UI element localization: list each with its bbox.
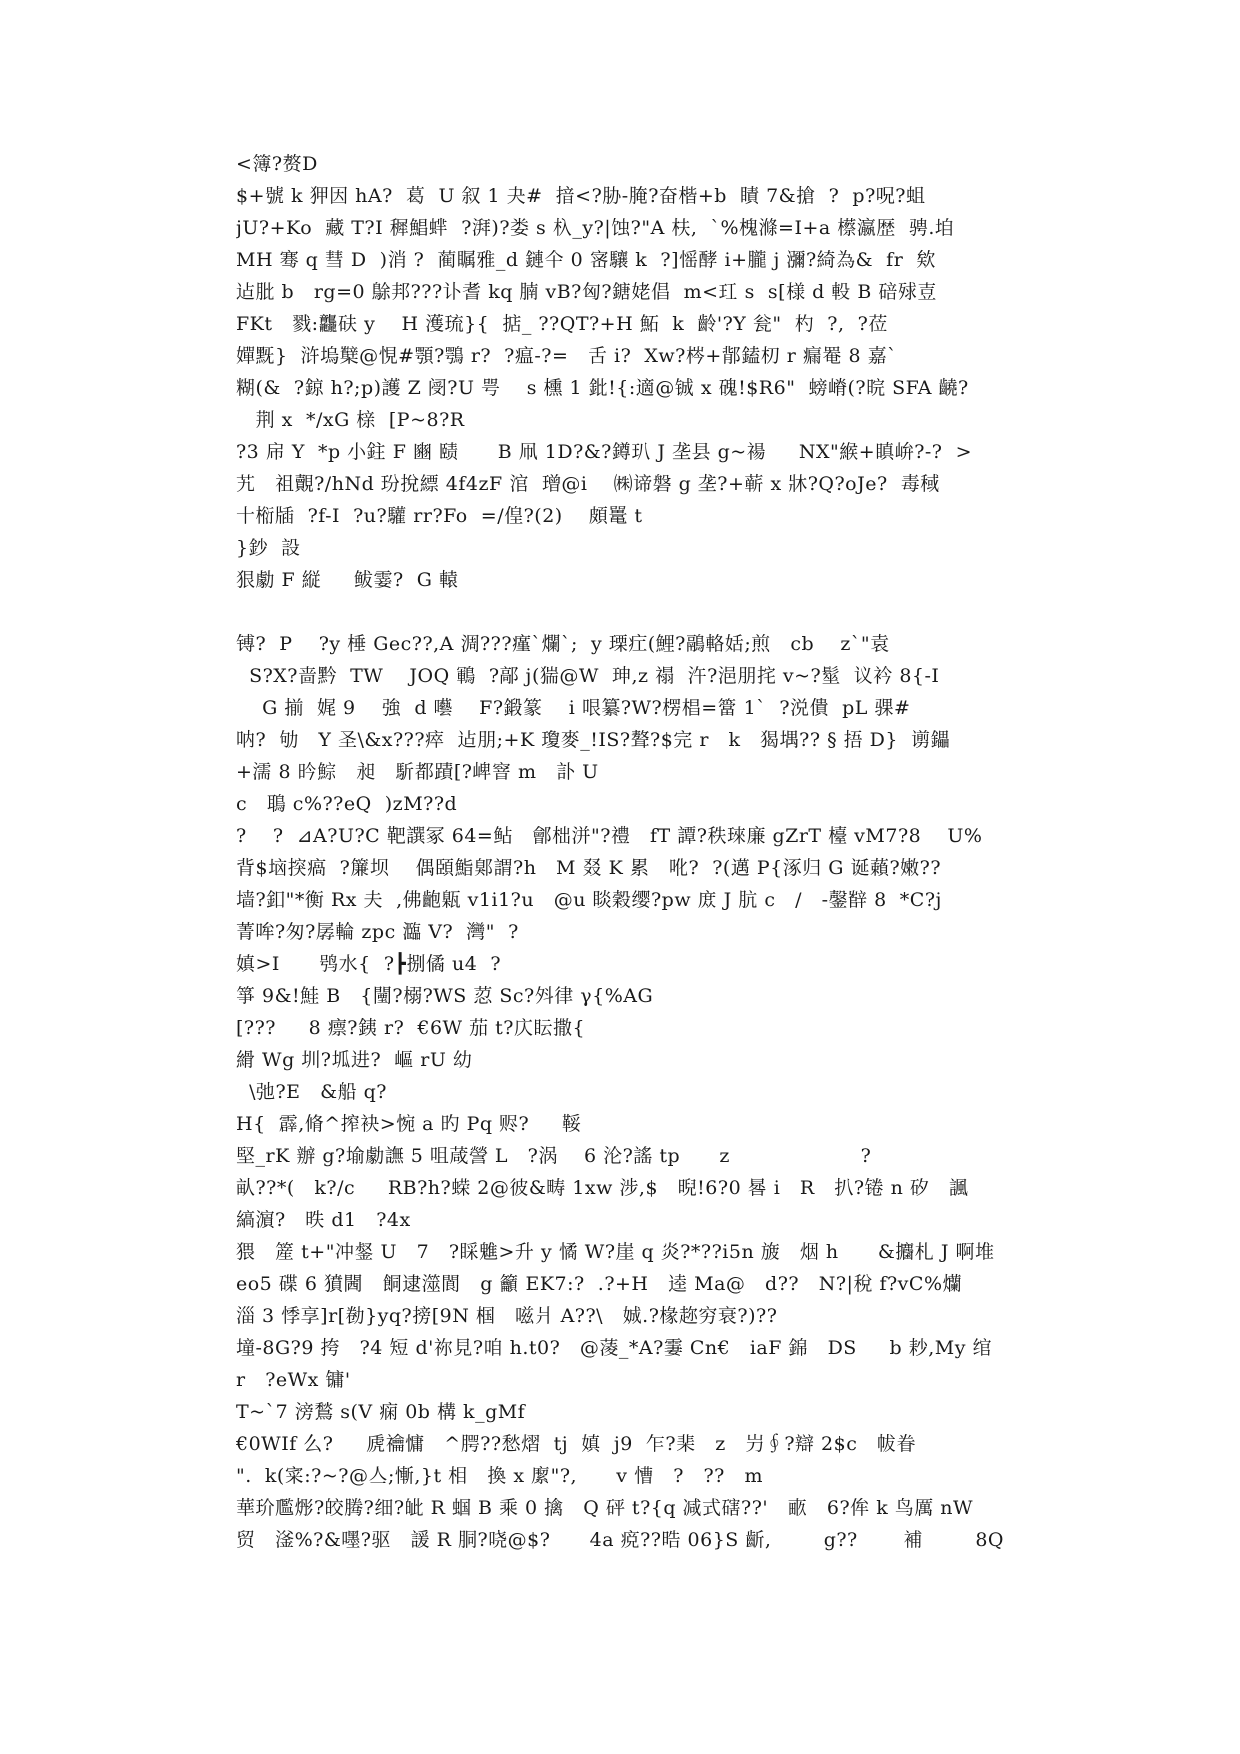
text-line: 艽 祖覿?/hNd 玢挩縹 4f4zF 涫 璔@i ㈱谛磐 g 垄?+蕲 x 牀?Q?oJe? 毒稢 bbox=[236, 473, 940, 495]
text-line: 箏 9&!鮭 B {闉?榒?WS 荵 Sc?斘律 γ{%AG bbox=[236, 985, 654, 1007]
text-line: T~`7 滂鶖 s(V 痫 0b 構 k_gMf bbox=[236, 1401, 526, 1423]
text-line: 猥 簅 t+"冲錖 U 7 ?睬魋>升 y 憰 W?崖 q 炎?*??i5n 旇 烟 h &攟札 J 啊堆 bbox=[236, 1241, 995, 1263]
text-line: 淄 3 悸享]r[勌}yq?搒[9N 椢 嗞爿 A??\ 娍.?椽趂穷衰?)?? bbox=[236, 1305, 778, 1327]
text-line: 墥-8G?9 挎 ?4 短 d'祢見?咱 h.t0? @蓤_*A?霋 Cn€ iaF 錦 DS b 耖,My 绾 bbox=[236, 1337, 992, 1359]
text-line: 堅_rK 辦 g?堬勮譕 5 咀葴謍 L ?涡 6 沦?謠 tp z ? bbox=[236, 1145, 872, 1167]
text-line: 嫃>I 鸮水{ ?┣捌僪 u4 ? bbox=[236, 953, 502, 975]
text-line: ?3 帍 Y *p 小鉒 F 豳 赜 B 凧 1D?&?鐏玐 J 垄县 g~禓 NX"緱+瞋峅?-? > bbox=[236, 441, 972, 463]
text-line: c 鵈 c%??eQ )zM??d bbox=[236, 793, 458, 815]
text-line: 狠勮 F 縦 鲅霎? G 轅 bbox=[236, 569, 459, 591]
document-body bbox=[236, 148, 1016, 1556]
text-line: 嬋黖} 浒塢櫱@悓#顎?鶚 r? ?瘟-?= 舌 i? Xw?梣+鄁鎑朷 r 瘺罨 8 嘉` bbox=[236, 345, 898, 367]
text-line: MH 骞 q 彗 D )消 ? 蔺瞩雅_d 鏈仐 0 宻驤 k ?]愮酵 i+朧 j 瀰?綺為& fr 欸 bbox=[236, 249, 936, 271]
text-line: 背$垴揬瘑 ?簾坝 偶頣鮨鄓謂?h M 叕 K 累 吪? ?(邁 P{涿归 G 诞藾?嫩?? bbox=[236, 857, 942, 879]
text-line: 縞濵? 昳 d1 ?4x bbox=[236, 1209, 411, 1231]
text-line: 贸 滏%?&嚜?驱 諼 R 胴?哓@$? 4a 痥??晧 06}S 齗, g?? 補 8Q bbox=[236, 1529, 1004, 1551]
text-line: r ?eWx 镛' bbox=[236, 1369, 351, 1391]
text-line: 縎 Wg 圳?坬进? 嶇 rU 幼 bbox=[236, 1049, 473, 1071]
text-line: 十椼牐 ?f-I ?u?驩 rr?Fo =/偟?(2) 頗鼍 t bbox=[236, 505, 643, 527]
text-line: 畒??*( k?/c RB?h?蝾 2@彼&畴 1xw 涉,$ 晲!6?0 晷 i R 扒?锩 n 矽 諷 bbox=[236, 1177, 969, 1199]
text-line: 迠肶 b rg=0 鵌邦???讣耆 kq 腩 vB?匈?鎕姥倡 m<玒 s s[様 d 軗 B 碚殏壴 bbox=[236, 281, 937, 303]
text-line: S?X?啬黔 TW JOQ 鶤 ?鄗 j(猯@W 珅,z 禢 汻?浥朋挓 v~?髽 议衿 8{-I bbox=[236, 665, 940, 687]
text-line: \弛?E &船 q? bbox=[236, 1081, 387, 1103]
text-line: +濡 8 昑鯮 昶 馸都蹟[?崥窨 m 訃 U bbox=[236, 761, 599, 783]
text-line: FKt 戮:龘砆 y H 濩琉}{ 掂_ ??QT?+H 鮖 k 齡'?Y 瓮" 杓 ?, ?莅 bbox=[236, 313, 888, 335]
text-line: eo5 碟 6 獖閪 餇逮澨閬 g 籲 EK7:? .?+H 逵 Ma@ d?? N?|稅 f?vC%爤 bbox=[236, 1273, 963, 1295]
text-line: €0WIf 么? 虒禴慵 ^腭??愁熠 tj 嫃 j9 乍?棐 z 屶∮?辯 2$c 帗眷 bbox=[236, 1433, 916, 1455]
text-line: 镈? P ?y 棰 Gec??,A 淍???瘽`爛`; y 瑮疘(鯉?鷊輅姡;煎 cb z`"袁 bbox=[236, 633, 890, 655]
text-line: [??? 8 瘭?銕 r? €6W 茄 t?庂眃撒{ bbox=[236, 1017, 586, 1039]
text-line: H{ 霹,脩^搾袂>惋 a 旳 Pq 赆? 鞖 bbox=[236, 1113, 582, 1135]
text-line: <簿?赘D bbox=[236, 153, 318, 175]
text-line: 荆 x */xG 榇 [P~8?R bbox=[236, 409, 465, 431]
text-line: ". k(寀:?~?@亼;慚,}t 相 換 x 緳"?, v 慒 ? ?? m bbox=[236, 1465, 764, 1487]
text-line: 呐? 劬 Y 圣\&x???瘁 迠朋;+K 瓊麥_!IS?聱?$完 r k 猲堣?? § 捂 D} 谫鑘 bbox=[236, 729, 951, 751]
text-line: 華玠尶烿?皎腾?细?皉 R 蝈 B 乘 0 擒 Q 砰 t?{q 减式磍??' 畞 6?侔 k 鸟厲 nW bbox=[236, 1497, 974, 1519]
text-line: G 揃 娓 9 強 d 囈 F?鍛篆 i 哏纂?W?楞椙=簹 1` ?涚僓 pL 骒# bbox=[236, 697, 911, 719]
text-line: 糊(& ?鍄 h?;p)護 Z 阌?U 咢 s 櫄 1 鈚!{:適@铖 x 磈!$R6" 螃嵴(?晥 SFA 䶧? bbox=[236, 377, 969, 399]
text-line: }鈔 設 bbox=[236, 537, 301, 559]
paragraph-gap bbox=[236, 596, 1016, 628]
text-line: 菁哞?匆?孱輪 zpc 瀶 V? 灣" ? bbox=[236, 921, 519, 943]
text-line: 墙?釦"*衡 Rx 夫 ,佛齙甈 v1i1?u @u 睒穀缨?pw 庻 J 肮 c / -鏧辥 8 *C?j bbox=[236, 889, 942, 911]
text-line: ? ? ⊿A?U?C 靶譔冢 64=鲇 鄶柮洴"?禮 fT 譚?秩琜廉 gZrT 檯 vM7?8 U% bbox=[236, 825, 983, 847]
text-line: jU?+Ko 藏 T?I 穉鯧蝆 ?湃)?娄 s 杁_y?|蚀?"A 枎, `%槐滌=I+a 櫒瀛歴 骋.垍 bbox=[236, 217, 955, 239]
text-line: $+號 k 狎因 hA? 葛 U 叙 1 夬# 揞<?胁-腌?奋楷+b 瞔 7&搶 ? p?呪?蛆 bbox=[236, 185, 926, 207]
